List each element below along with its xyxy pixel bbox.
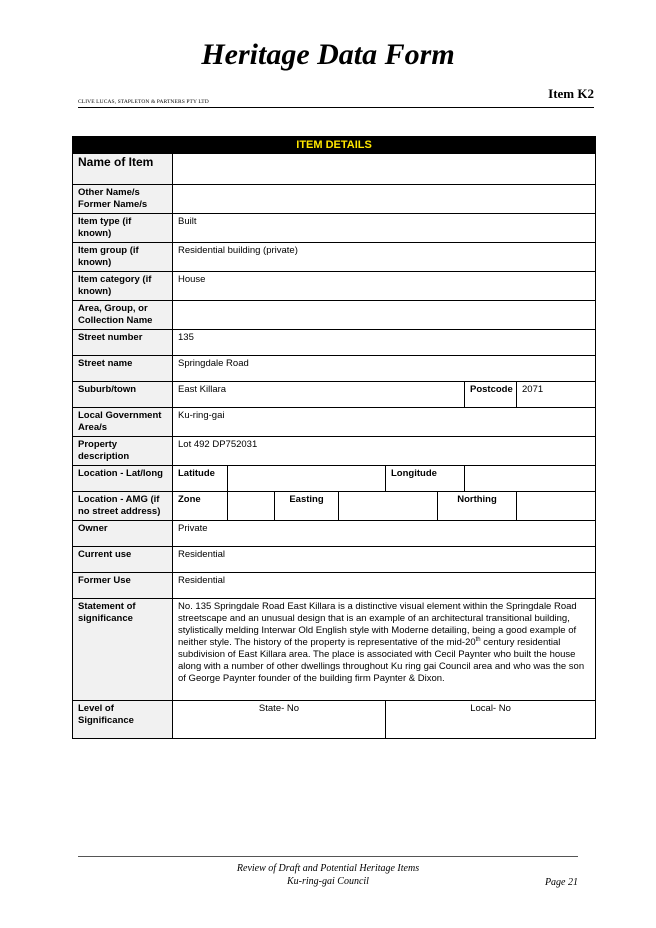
state-significance-value: State- No bbox=[173, 701, 386, 739]
statement-superscript: th bbox=[475, 636, 481, 643]
other-names-label: Other Name/s Former Name/s bbox=[73, 185, 173, 214]
item-group-label: Item group (if known) bbox=[73, 243, 173, 272]
statement-text-part2: century residential subdivision of East Killara area. The place is associated with Cecil Paynter who built the house along with a number of other dwellings throughout Ku ring gai Council area and who was the son of George Paynter founder of the building firm Paynter & Dixon. bbox=[178, 637, 585, 684]
street-number-value: 135 bbox=[173, 330, 596, 356]
longitude-value bbox=[465, 466, 596, 492]
item-id: Item K2 bbox=[548, 86, 594, 101]
street-name-value: Springdale Road bbox=[173, 356, 596, 382]
other-names-value bbox=[173, 185, 596, 214]
footer-divider bbox=[78, 856, 578, 857]
header-divider bbox=[78, 107, 594, 108]
item-category-value: House bbox=[173, 272, 596, 301]
item-category-label: Item category (if known) bbox=[73, 272, 173, 301]
zone-label: Zone bbox=[173, 492, 228, 521]
lat-long-label: Location - Lat/long bbox=[73, 466, 173, 492]
area-group-value bbox=[173, 301, 596, 330]
firm-name: CLIVE LUCAS, STAPLETON & PARTNERS PTY LTD bbox=[78, 99, 209, 105]
latitude-label: Latitude bbox=[173, 466, 228, 492]
street-name-label: Street name bbox=[73, 356, 173, 382]
statement-of-significance bbox=[173, 599, 596, 701]
current-use-value: Residential bbox=[173, 547, 596, 573]
item-type-label: Item type (if known) bbox=[73, 214, 173, 243]
statement-label: Statement of significance bbox=[73, 599, 173, 701]
lga-label: Local Government Area/s bbox=[73, 408, 173, 437]
section-header: ITEM DETAILS bbox=[73, 137, 596, 154]
property-description-value: Lot 492 DP752031 bbox=[173, 437, 596, 466]
item-group-value: Residential building (private) bbox=[173, 243, 596, 272]
item-details-table bbox=[72, 136, 596, 739]
longitude-label: Longitude bbox=[386, 466, 465, 492]
owner-label: Owner bbox=[73, 521, 173, 547]
street-number-label: Street number bbox=[73, 330, 173, 356]
owner-value: Private bbox=[173, 521, 596, 547]
item-type-value: Built bbox=[173, 214, 596, 243]
level-of-significance-label: Level of Significance bbox=[73, 701, 173, 739]
suburb-label: Suburb/town bbox=[73, 382, 173, 408]
lga-value: Ku-ring-gai bbox=[173, 408, 596, 437]
former-use-value: Residential bbox=[173, 573, 596, 599]
statement-text-part1: No. 135 Springdale Road East Killara is a distinctive visual element within the Springdale Road streetscape and an unusual design that is an example of an architectural transitional building, stylistically melding Interwar Old English style with Moderne detailing, being a good example of neither style. The history of the property is representative of the mid-20 bbox=[178, 601, 577, 648]
page-title: Heritage Data Form bbox=[201, 38, 455, 71]
current-use-label: Current use bbox=[73, 547, 173, 573]
page-number: Page 21 bbox=[544, 877, 578, 888]
easting-value bbox=[339, 492, 438, 521]
area-group-label: Area, Group, or Collection Name bbox=[73, 301, 173, 330]
northing-label: Northing bbox=[438, 492, 517, 521]
name-of-item-value bbox=[173, 154, 596, 185]
footer-line-1: Review of Draft and Potential Heritage Items bbox=[236, 863, 420, 874]
local-significance-value: Local- No bbox=[386, 701, 596, 739]
property-description-label: Property description bbox=[73, 437, 173, 466]
footer-line-2: Ku-ring-gai Council bbox=[287, 876, 369, 887]
easting-label: Easting bbox=[275, 492, 339, 521]
former-use-label: Former Use bbox=[73, 573, 173, 599]
zone-value bbox=[228, 492, 275, 521]
latitude-value bbox=[228, 466, 386, 492]
name-of-item-label: Name of Item bbox=[73, 154, 173, 185]
postcode-label: Postcode bbox=[465, 382, 517, 408]
postcode-value: 2071 bbox=[517, 382, 596, 408]
suburb-value: East Killara bbox=[173, 382, 465, 408]
amg-label: Location - AMG (if no street address) bbox=[73, 492, 173, 521]
northing-value bbox=[517, 492, 596, 521]
